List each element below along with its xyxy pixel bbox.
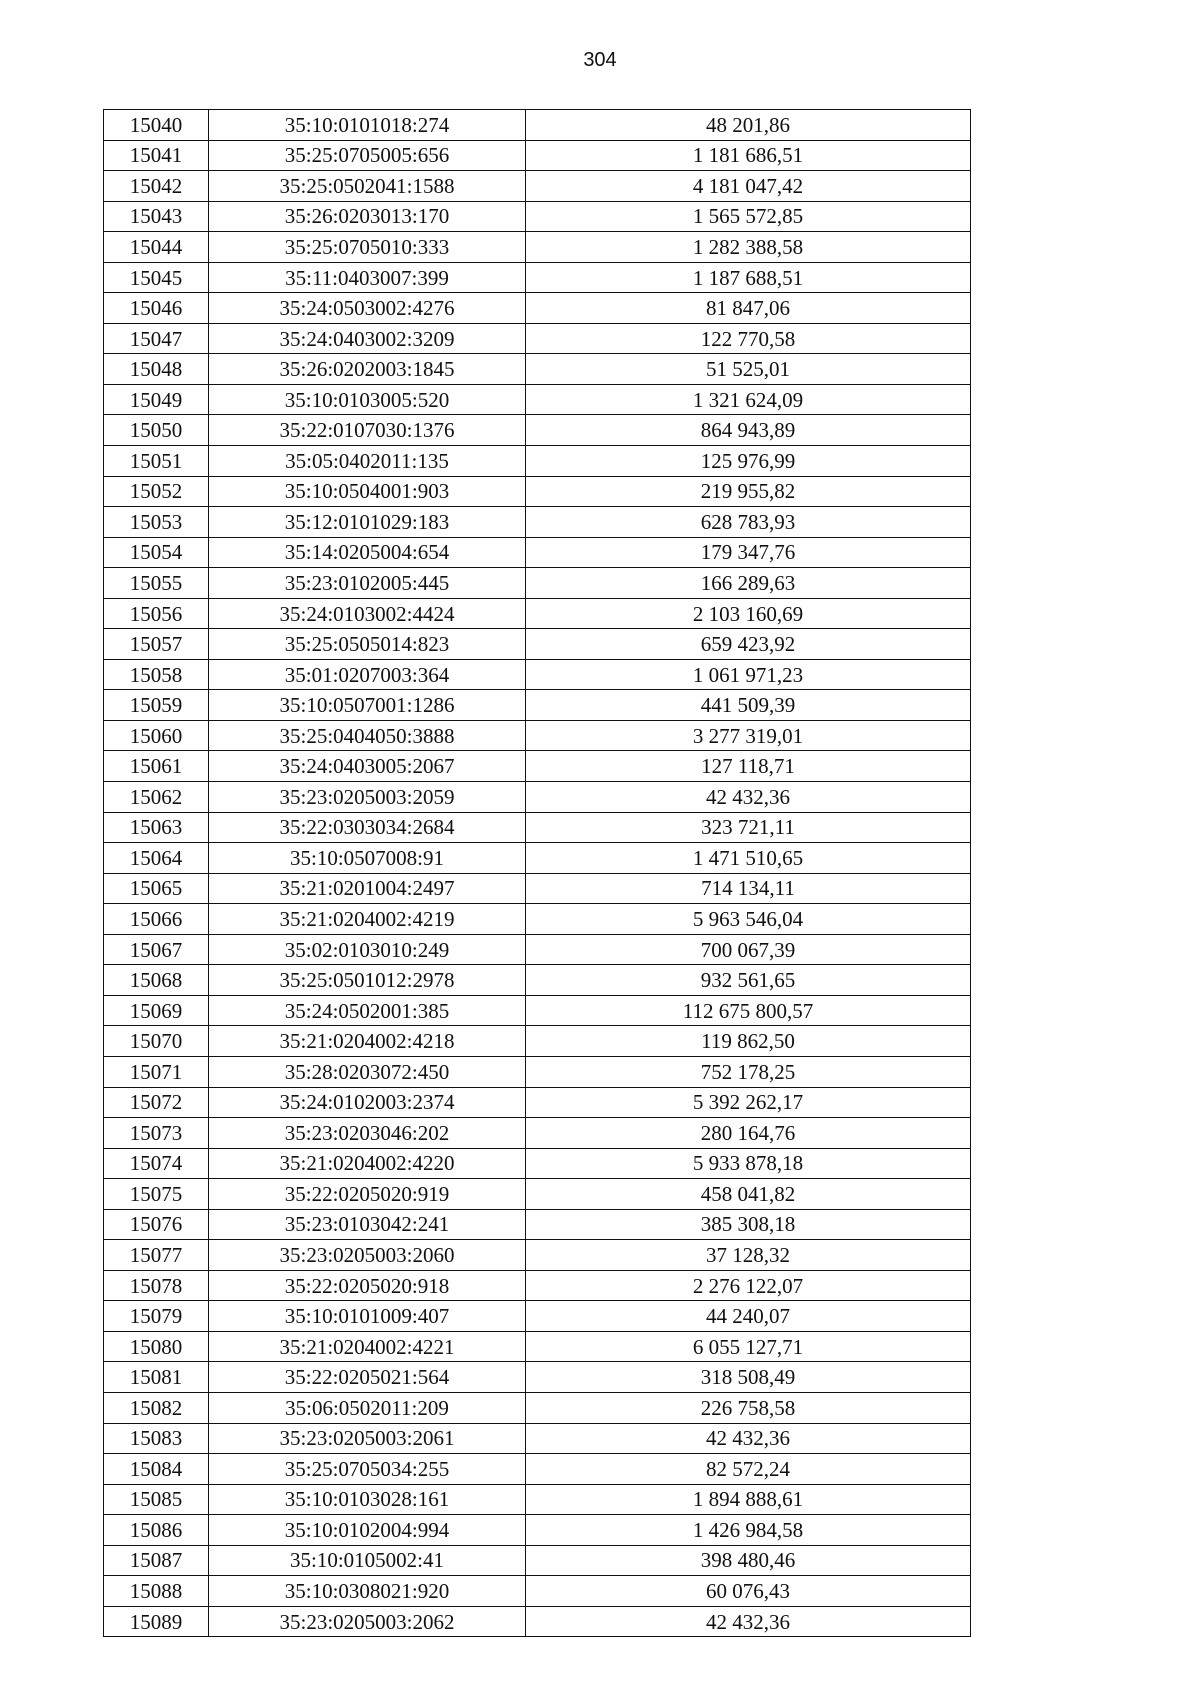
- cadastral-number-cell: 35:23:0103042:241: [209, 1209, 526, 1240]
- cadastral-number-cell: 35:25:0501012:2978: [209, 965, 526, 996]
- cadastral-number-cell: 35:23:0205003:2060: [209, 1240, 526, 1271]
- table-row: [104, 1331, 971, 1362]
- row-number-cell: 15072: [104, 1087, 209, 1118]
- row-number-cell: 15071: [104, 1056, 209, 1087]
- table-row: [104, 1209, 971, 1240]
- table-row: [104, 1454, 971, 1485]
- value-cell: 280 164,76: [526, 1118, 971, 1149]
- value-cell: 1 181 686,51: [526, 140, 971, 171]
- cadastral-number-cell: 35:22:0107030:1376: [209, 415, 526, 446]
- value-cell: 6 055 127,71: [526, 1331, 971, 1362]
- row-number-cell: 15083: [104, 1423, 209, 1454]
- value-cell: 2 103 160,69: [526, 598, 971, 629]
- table-row: [104, 1606, 971, 1637]
- row-number-cell: 15078: [104, 1270, 209, 1301]
- row-number-cell: 15043: [104, 201, 209, 232]
- row-number-cell: 15085: [104, 1484, 209, 1515]
- cadastral-number-cell: 35:24:0503002:4276: [209, 293, 526, 324]
- table-row: [104, 1026, 971, 1057]
- table-row: [104, 232, 971, 263]
- table-row: [104, 110, 971, 141]
- row-number-cell: 15062: [104, 782, 209, 813]
- cadastral-number-cell: 35:06:0502011:209: [209, 1392, 526, 1423]
- value-cell: 81 847,06: [526, 293, 971, 324]
- table-row: [104, 812, 971, 843]
- value-cell: 398 480,46: [526, 1545, 971, 1576]
- value-cell: 48 201,86: [526, 110, 971, 141]
- row-number-cell: 15086: [104, 1515, 209, 1546]
- registry-table-body: [104, 110, 971, 1637]
- cadastral-number-cell: 35:24:0103002:4424: [209, 598, 526, 629]
- cadastral-number-cell: 35:25:0404050:3888: [209, 720, 526, 751]
- table-row: [104, 843, 971, 874]
- table-row: [104, 1362, 971, 1393]
- table-row: [104, 476, 971, 507]
- table-row: [104, 1545, 971, 1576]
- value-cell: 44 240,07: [526, 1301, 971, 1332]
- value-cell: 127 118,71: [526, 751, 971, 782]
- cadastral-number-cell: 35:10:0507001:1286: [209, 690, 526, 721]
- cadastral-number-cell: 35:23:0203046:202: [209, 1118, 526, 1149]
- row-number-cell: 15052: [104, 476, 209, 507]
- row-number-cell: 15067: [104, 934, 209, 965]
- table-row: [104, 1179, 971, 1210]
- row-number-cell: 15088: [104, 1576, 209, 1607]
- table-row: [104, 1118, 971, 1149]
- value-cell: 60 076,43: [526, 1576, 971, 1607]
- row-number-cell: 15084: [104, 1454, 209, 1485]
- cadastral-number-cell: 35:11:0403007:399: [209, 262, 526, 293]
- cadastral-number-cell: 35:26:0202003:1845: [209, 354, 526, 385]
- table-row: [104, 965, 971, 996]
- value-cell: 5 963 546,04: [526, 904, 971, 935]
- row-number-cell: 15057: [104, 629, 209, 660]
- row-number-cell: 15050: [104, 415, 209, 446]
- value-cell: 5 933 878,18: [526, 1148, 971, 1179]
- row-number-cell: 15069: [104, 995, 209, 1026]
- cadastral-number-cell: 35:24:0102003:2374: [209, 1087, 526, 1118]
- table-row: [104, 1270, 971, 1301]
- row-number-cell: 15041: [104, 140, 209, 171]
- value-cell: 323 721,11: [526, 812, 971, 843]
- cadastral-number-cell: 35:21:0204002:4218: [209, 1026, 526, 1057]
- row-number-cell: 15058: [104, 659, 209, 690]
- cadastral-number-cell: 35:24:0403005:2067: [209, 751, 526, 782]
- row-number-cell: 15087: [104, 1545, 209, 1576]
- table-row: [104, 1423, 971, 1454]
- value-cell: 1 565 572,85: [526, 201, 971, 232]
- cadastral-number-cell: 35:10:0103028:161: [209, 1484, 526, 1515]
- value-cell: 37 128,32: [526, 1240, 971, 1271]
- table-row: [104, 507, 971, 538]
- table-row: [104, 720, 971, 751]
- value-cell: 700 067,39: [526, 934, 971, 965]
- table-row: [104, 354, 971, 385]
- value-cell: 864 943,89: [526, 415, 971, 446]
- row-number-cell: 15053: [104, 507, 209, 538]
- cadastral-number-cell: 35:26:0203013:170: [209, 201, 526, 232]
- value-cell: 51 525,01: [526, 354, 971, 385]
- table-row: [104, 1576, 971, 1607]
- row-number-cell: 15063: [104, 812, 209, 843]
- row-number-cell: 15070: [104, 1026, 209, 1057]
- row-number-cell: 15066: [104, 904, 209, 935]
- value-cell: 2 276 122,07: [526, 1270, 971, 1301]
- table-row: [104, 323, 971, 354]
- row-number-cell: 15082: [104, 1392, 209, 1423]
- table-row: [104, 873, 971, 904]
- table-row: [104, 201, 971, 232]
- cadastral-number-cell: 35:21:0204002:4220: [209, 1148, 526, 1179]
- row-number-cell: 15075: [104, 1179, 209, 1210]
- row-number-cell: 15089: [104, 1606, 209, 1637]
- table-row: [104, 1301, 971, 1332]
- cadastral-number-cell: 35:21:0201004:2497: [209, 873, 526, 904]
- row-number-cell: 15061: [104, 751, 209, 782]
- cadastral-number-cell: 35:10:0308021:920: [209, 1576, 526, 1607]
- cadastral-number-cell: 35:24:0403002:3209: [209, 323, 526, 354]
- row-number-cell: 15046: [104, 293, 209, 324]
- cadastral-number-cell: 35:22:0205020:918: [209, 1270, 526, 1301]
- cadastral-number-cell: 35:25:0502041:1588: [209, 171, 526, 202]
- table-row: [104, 1392, 971, 1423]
- value-cell: 112 675 800,57: [526, 995, 971, 1026]
- cadastral-number-cell: 35:02:0103010:249: [209, 934, 526, 965]
- table-row: [104, 659, 971, 690]
- row-number-cell: 15059: [104, 690, 209, 721]
- value-cell: 226 758,58: [526, 1392, 971, 1423]
- value-cell: 752 178,25: [526, 1056, 971, 1087]
- cadastral-number-cell: 35:10:0102004:994: [209, 1515, 526, 1546]
- row-number-cell: 15051: [104, 446, 209, 477]
- value-cell: 42 432,36: [526, 1606, 971, 1637]
- cadastral-number-cell: 35:28:0203072:450: [209, 1056, 526, 1087]
- value-cell: 385 308,18: [526, 1209, 971, 1240]
- value-cell: 179 347,76: [526, 537, 971, 568]
- value-cell: 125 976,99: [526, 446, 971, 477]
- table-row: [104, 446, 971, 477]
- cadastral-number-cell: 35:14:0205004:654: [209, 537, 526, 568]
- cadastral-number-cell: 35:10:0101009:407: [209, 1301, 526, 1332]
- cadastral-number-cell: 35:22:0205020:919: [209, 1179, 526, 1210]
- value-cell: 441 509,39: [526, 690, 971, 721]
- table-row: [104, 751, 971, 782]
- cadastral-number-cell: 35:21:0204002:4219: [209, 904, 526, 935]
- table-row: [104, 934, 971, 965]
- cadastral-number-cell: 35:22:0205021:564: [209, 1362, 526, 1393]
- cadastral-number-cell: 35:10:0507008:91: [209, 843, 526, 874]
- cadastral-number-cell: 35:25:0705005:656: [209, 140, 526, 171]
- row-number-cell: 15040: [104, 110, 209, 141]
- value-cell: 82 572,24: [526, 1454, 971, 1485]
- cadastral-number-cell: 35:22:0303034:2684: [209, 812, 526, 843]
- value-cell: 4 181 047,42: [526, 171, 971, 202]
- cadastral-number-cell: 35:24:0502001:385: [209, 995, 526, 1026]
- table-row: [104, 598, 971, 629]
- cadastral-number-cell: 35:21:0204002:4221: [209, 1331, 526, 1362]
- cadastral-number-cell: 35:10:0101018:274: [209, 110, 526, 141]
- value-cell: 714 134,11: [526, 873, 971, 904]
- cadastral-number-cell: 35:25:0705010:333: [209, 232, 526, 263]
- table-row: [104, 415, 971, 446]
- value-cell: 1 471 510,65: [526, 843, 971, 874]
- row-number-cell: 15049: [104, 384, 209, 415]
- table-row: [104, 629, 971, 660]
- row-number-cell: 15074: [104, 1148, 209, 1179]
- row-number-cell: 15060: [104, 720, 209, 751]
- cadastral-number-cell: 35:25:0505014:823: [209, 629, 526, 660]
- registry-table: [103, 109, 971, 1637]
- table-row: [104, 995, 971, 1026]
- table-row: [104, 1515, 971, 1546]
- table-row: [104, 293, 971, 324]
- row-number-cell: 15047: [104, 323, 209, 354]
- value-cell: 1 187 688,51: [526, 262, 971, 293]
- value-cell: 628 783,93: [526, 507, 971, 538]
- table-row: [104, 384, 971, 415]
- table-row: [104, 1148, 971, 1179]
- table-row: [104, 904, 971, 935]
- table-row: [104, 140, 971, 171]
- value-cell: 1 894 888,61: [526, 1484, 971, 1515]
- row-number-cell: 15048: [104, 354, 209, 385]
- row-number-cell: 15077: [104, 1240, 209, 1271]
- value-cell: 1 321 624,09: [526, 384, 971, 415]
- table-row: [104, 537, 971, 568]
- value-cell: 659 423,92: [526, 629, 971, 660]
- row-number-cell: 15045: [104, 262, 209, 293]
- cadastral-number-cell: 35:23:0205003:2061: [209, 1423, 526, 1454]
- row-number-cell: 15054: [104, 537, 209, 568]
- cadastral-number-cell: 35:10:0504001:903: [209, 476, 526, 507]
- value-cell: 42 432,36: [526, 782, 971, 813]
- row-number-cell: 15080: [104, 1331, 209, 1362]
- row-number-cell: 15044: [104, 232, 209, 263]
- row-number-cell: 15081: [104, 1362, 209, 1393]
- value-cell: 1 061 971,23: [526, 659, 971, 690]
- cadastral-number-cell: 35:23:0102005:445: [209, 568, 526, 599]
- row-number-cell: 15042: [104, 171, 209, 202]
- row-number-cell: 15064: [104, 843, 209, 874]
- value-cell: 1 282 388,58: [526, 232, 971, 263]
- value-cell: 166 289,63: [526, 568, 971, 599]
- cadastral-number-cell: 35:23:0205003:2062: [209, 1606, 526, 1637]
- value-cell: 3 277 319,01: [526, 720, 971, 751]
- value-cell: 458 041,82: [526, 1179, 971, 1210]
- table-row: [104, 1087, 971, 1118]
- value-cell: 42 432,36: [526, 1423, 971, 1454]
- cadastral-number-cell: 35:25:0705034:255: [209, 1454, 526, 1485]
- row-number-cell: 15056: [104, 598, 209, 629]
- table-row: [104, 568, 971, 599]
- cadastral-number-cell: 35:12:0101029:183: [209, 507, 526, 538]
- value-cell: 932 561,65: [526, 965, 971, 996]
- row-number-cell: 15055: [104, 568, 209, 599]
- value-cell: 1 426 984,58: [526, 1515, 971, 1546]
- cadastral-number-cell: 35:05:0402011:135: [209, 446, 526, 477]
- table-row: [104, 1056, 971, 1087]
- cadastral-number-cell: 35:23:0205003:2059: [209, 782, 526, 813]
- value-cell: 122 770,58: [526, 323, 971, 354]
- row-number-cell: 15076: [104, 1209, 209, 1240]
- table-row: [104, 782, 971, 813]
- cadastral-number-cell: 35:10:0103005:520: [209, 384, 526, 415]
- row-number-cell: 15068: [104, 965, 209, 996]
- row-number-cell: 15065: [104, 873, 209, 904]
- table-row: [104, 1240, 971, 1271]
- row-number-cell: 15073: [104, 1118, 209, 1149]
- value-cell: 5 392 262,17: [526, 1087, 971, 1118]
- value-cell: 318 508,49: [526, 1362, 971, 1393]
- table-row: [104, 262, 971, 293]
- table-row: [104, 1484, 971, 1515]
- value-cell: 219 955,82: [526, 476, 971, 507]
- cadastral-number-cell: 35:10:0105002:41: [209, 1545, 526, 1576]
- table-row: [104, 690, 971, 721]
- table-row: [104, 171, 971, 202]
- value-cell: 119 862,50: [526, 1026, 971, 1057]
- page-number: 304: [583, 49, 617, 71]
- row-number-cell: 15079: [104, 1301, 209, 1332]
- cadastral-number-cell: 35:01:0207003:364: [209, 659, 526, 690]
